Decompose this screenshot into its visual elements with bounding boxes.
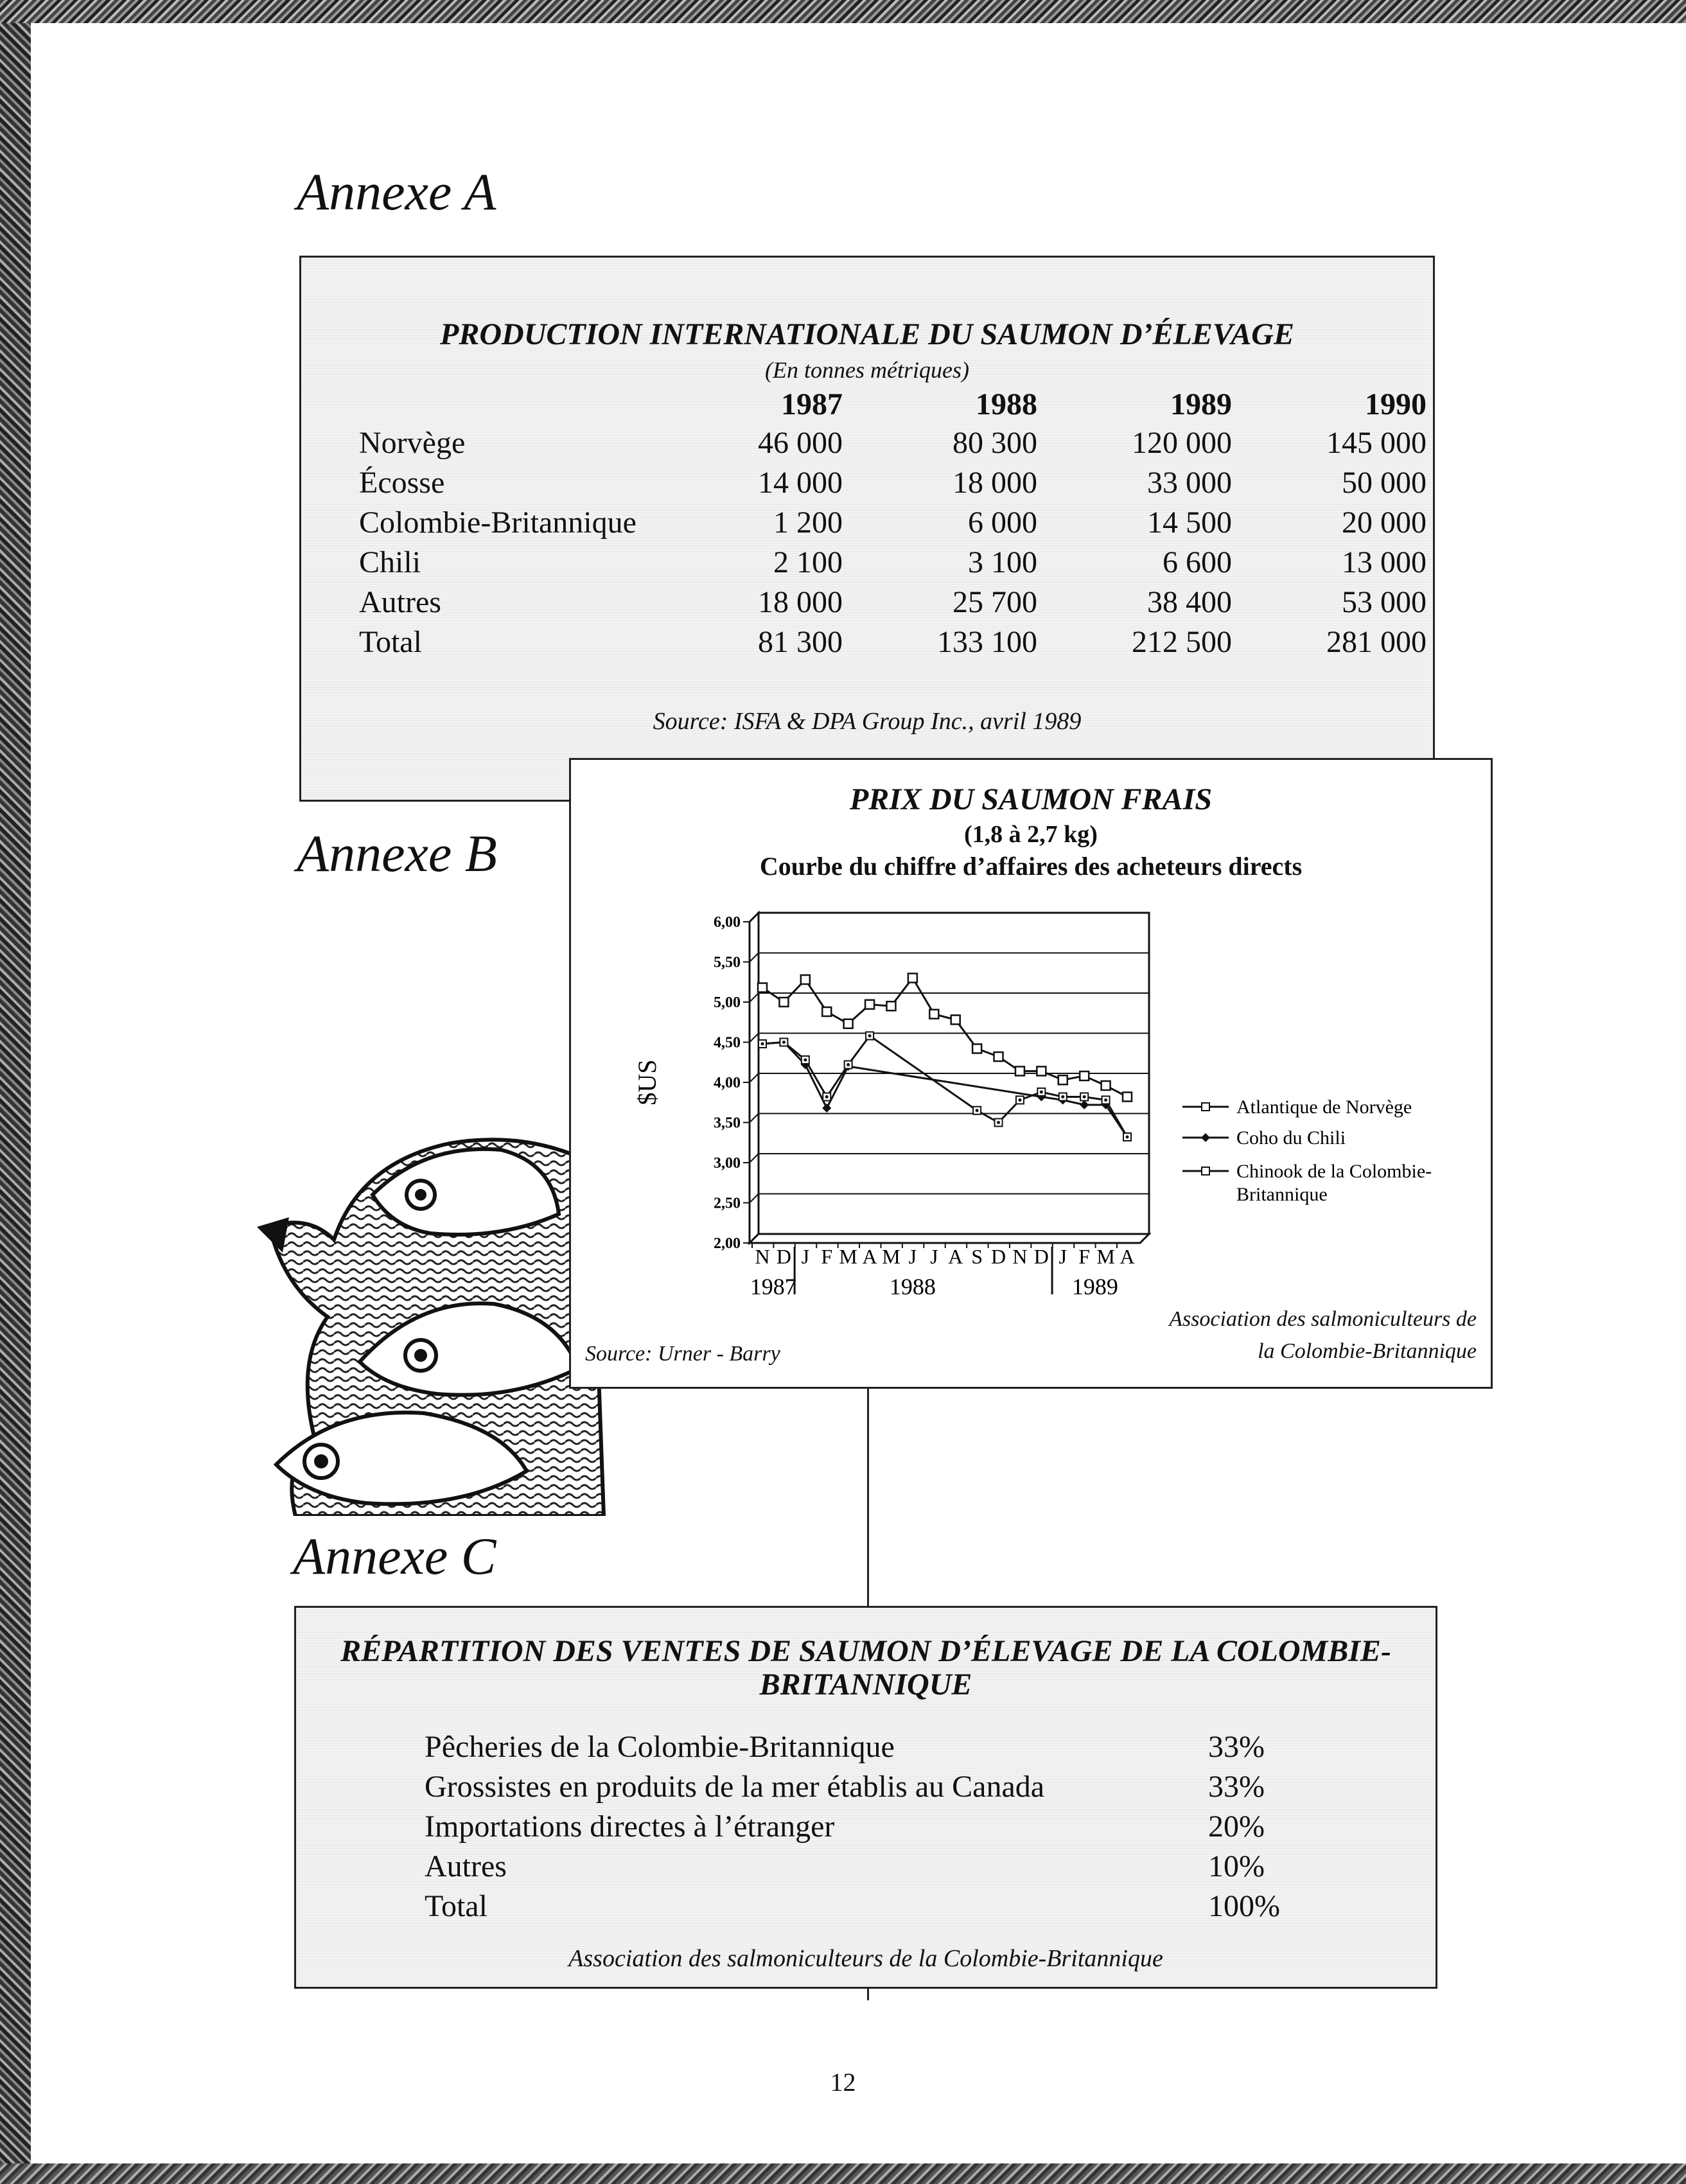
chart-association — [1169, 1303, 1477, 1368]
y-tick-label: 4,50 — [714, 1034, 741, 1052]
country-name: Écosse — [359, 466, 445, 500]
annex-c-source: Association des salmoniculteurs de la Colombie-Britannique — [568, 1945, 1163, 1972]
chart-floor — [750, 1234, 1149, 1243]
x-tick-label: A — [948, 1245, 963, 1268]
production-value: 80 300 — [953, 426, 1037, 460]
sales-label: Total — [425, 1889, 487, 1923]
legend-marker — [1202, 1167, 1209, 1175]
legend-label: Atlantique de Norvège — [1236, 1096, 1412, 1118]
x-tick-label: M — [839, 1245, 857, 1268]
sales-percent: 33% — [1208, 1770, 1265, 1804]
data-point-marker — [951, 1016, 960, 1025]
y-tick-label: 5,00 — [714, 994, 741, 1011]
data-point-marker — [1015, 1067, 1024, 1076]
data-point-marker — [779, 998, 788, 1007]
production-value: 212 500 — [1132, 625, 1232, 659]
table-row — [359, 583, 1427, 622]
data-point-marker-dot — [1018, 1098, 1021, 1102]
production-value: 18 000 — [758, 585, 843, 619]
scan-border-top — [0, 0, 1686, 23]
data-point-marker — [865, 1000, 874, 1009]
country-name: Autres — [359, 585, 441, 619]
x-tick-label: D — [1033, 1245, 1049, 1268]
chart-source: Source: Urner - Barry — [585, 1342, 780, 1366]
production-value: 13 000 — [1342, 545, 1427, 579]
data-point-marker-dot — [847, 1063, 850, 1066]
x-tick-label: N — [755, 1245, 770, 1268]
sales-percent: 100% — [1208, 1889, 1280, 1923]
y-tick-label: 2,50 — [714, 1195, 741, 1212]
sales-label: Pêcheries de la Colombie-Britannique — [425, 1730, 895, 1764]
sales-label: Grossistes en produits de la mer établis au Canada — [425, 1770, 1045, 1804]
data-point-marker-dot — [1126, 1136, 1129, 1139]
sales-label: Importations directes à l’étranger — [425, 1810, 835, 1844]
data-point-marker-dot — [803, 1059, 807, 1062]
x-tick-label: D — [990, 1245, 1006, 1268]
production-value: 25 700 — [953, 585, 1037, 619]
data-point-marker — [929, 1010, 938, 1019]
data-point-marker — [1123, 1093, 1132, 1102]
data-point-marker-dot — [1061, 1095, 1064, 1098]
legend-label-line: Britannique — [1236, 1184, 1328, 1205]
data-point-marker — [994, 1052, 1003, 1061]
annex-b-heading: Annexe B — [297, 824, 497, 883]
production-table-body — [359, 423, 1427, 662]
country-name: Colombie-Britannique — [359, 506, 637, 540]
data-point-marker-dot — [761, 1043, 764, 1046]
production-value: 50 000 — [1342, 466, 1427, 500]
data-point-marker-dot — [997, 1121, 1000, 1124]
annex-a-title: PRODUCTION INTERNATIONALE DU SAUMON D’ÉLEVAGE — [440, 317, 1294, 351]
production-value: 2 100 — [773, 545, 843, 579]
production-value: 20 000 — [1342, 506, 1427, 540]
production-table — [359, 385, 1427, 662]
y-tick-label: 3,50 — [714, 1114, 741, 1132]
data-point-marker — [758, 983, 767, 992]
data-point-marker — [972, 1044, 981, 1053]
sales-label: Autres — [425, 1849, 507, 1883]
table-row — [359, 463, 1427, 503]
data-point-marker — [1058, 1075, 1067, 1084]
production-value: 46 000 — [758, 426, 843, 460]
year-header: 1990 — [1365, 387, 1427, 421]
production-value: 6 600 — [1163, 545, 1232, 579]
x-tick-label: J — [930, 1245, 938, 1268]
data-point-marker-dot — [868, 1034, 872, 1037]
data-point-marker-dot — [1104, 1098, 1107, 1102]
data-point-marker — [886, 1001, 895, 1010]
annex-a-heading: Annexe A — [297, 163, 496, 221]
data-point-marker — [1080, 1071, 1089, 1080]
data-point-marker-dot — [782, 1041, 786, 1044]
annex-c-title — [296, 1635, 1436, 1702]
table-row — [359, 423, 1427, 463]
annex-a-subtitle: (En tonnes métriques) — [765, 357, 969, 383]
price-chart — [571, 760, 1491, 1387]
annex-c-box — [294, 1606, 1437, 1989]
country-name: Chili — [359, 545, 421, 579]
production-value: 145 000 — [1326, 426, 1427, 460]
y-tick-label: 4,00 — [714, 1075, 741, 1091]
country-name: Norvège — [359, 426, 466, 460]
year-label: 1987 — [750, 1274, 796, 1299]
data-point-marker — [1102, 1081, 1111, 1090]
table-header-row — [359, 385, 1427, 423]
scan-border-bottom — [0, 2163, 1686, 2184]
sales-percent: 20% — [1208, 1810, 1265, 1844]
annex-c-title-line1: RÉPARTITION DES VENTES DE SAUMON D’ÉLEVAGE DE LA COLOMBIE- — [340, 1634, 1391, 1668]
production-value: 1 200 — [773, 506, 843, 540]
data-point-marker-dot — [825, 1095, 829, 1098]
production-value: 281 000 — [1326, 625, 1427, 659]
legend-label-line: Chinook de la Colombie- — [1236, 1161, 1432, 1182]
year-label: 1988 — [889, 1274, 936, 1299]
x-tick-label: F — [821, 1245, 833, 1268]
chart-association-line1: Association des salmoniculteurs de — [1169, 1307, 1477, 1331]
y-axis-label: $US — [633, 1059, 662, 1105]
sales-percent: 10% — [1208, 1849, 1265, 1883]
data-point-marker — [801, 975, 810, 984]
annex-a-box — [299, 256, 1435, 802]
connector-line — [867, 1389, 869, 1606]
legend-label: Coho du Chili — [1236, 1127, 1346, 1149]
table-header-blank — [359, 385, 648, 423]
annex-c-heading: Annexe C — [293, 1527, 496, 1585]
data-point-marker — [1037, 1067, 1046, 1076]
country-name: Total — [359, 625, 422, 659]
scan-border-left — [0, 0, 31, 2184]
data-point-marker — [844, 1019, 853, 1028]
x-tick-label: A — [1120, 1245, 1135, 1268]
year-header: 1987 — [781, 387, 843, 421]
annex-b-chart-box — [569, 758, 1493, 1389]
production-value: 33 000 — [1147, 466, 1232, 500]
x-tick-label: F — [1078, 1245, 1091, 1268]
x-tick-label: J — [1058, 1245, 1067, 1268]
y-tick-label: 2,00 — [714, 1235, 741, 1252]
production-value: 18 000 — [953, 466, 1037, 500]
production-value: 81 300 — [758, 625, 843, 659]
table-row — [359, 503, 1427, 543]
x-tick-label: M — [1096, 1245, 1115, 1268]
year-label: 1989 — [1071, 1274, 1118, 1299]
sales-percent: 33% — [1208, 1730, 1265, 1764]
y-tick-label: 5,50 — [714, 954, 741, 971]
year-header: 1989 — [1170, 387, 1232, 421]
chart-association-line2: la Colombie-Britannique — [1258, 1339, 1477, 1363]
year-header: 1988 — [976, 387, 1037, 421]
production-value: 38 400 — [1147, 585, 1232, 619]
data-point-marker — [822, 1007, 831, 1016]
annex-c-title-line2: BRITANNIQUE — [759, 1668, 972, 1702]
production-value: 6 000 — [968, 506, 1037, 540]
x-tick-label: D — [776, 1245, 791, 1268]
production-value: 53 000 — [1342, 585, 1427, 619]
annex-a-source: Source: ISFA & DPA Group Inc., avril 1989 — [653, 708, 1082, 735]
data-point-marker-dot — [976, 1109, 979, 1112]
legend-marker — [1202, 1103, 1209, 1111]
x-tick-label: J — [801, 1245, 810, 1268]
production-value: 120 000 — [1132, 426, 1232, 460]
x-tick-label: M — [882, 1245, 900, 1268]
y-tick-label: 6,00 — [714, 914, 741, 931]
legend-label — [1236, 1161, 1432, 1205]
y-tick-label: 3,00 — [714, 1155, 741, 1172]
x-tick-label: J — [908, 1245, 917, 1268]
data-point-marker-dot — [1040, 1091, 1043, 1094]
page-number: 12 — [830, 2068, 856, 2097]
production-value: 3 100 — [968, 545, 1037, 579]
data-point-marker — [908, 974, 917, 983]
production-value: 14 500 — [1147, 506, 1232, 540]
chart-subtitle-description: Courbe du chiffre d’affaires des acheteurs directs — [759, 852, 1303, 881]
x-tick-label: A — [862, 1245, 877, 1268]
table-row — [359, 543, 1427, 583]
x-tick-label: N — [1012, 1245, 1028, 1268]
production-value: 133 100 — [937, 625, 1037, 659]
production-value: 14 000 — [758, 466, 843, 500]
x-tick-label: S — [971, 1245, 983, 1268]
chart-title: PRIX DU SAUMON FRAIS — [849, 782, 1213, 816]
data-point-marker-dot — [1083, 1095, 1086, 1098]
legend-marker — [1201, 1133, 1210, 1142]
chart-subtitle-weight: (1,8 à 2,7 kg) — [964, 821, 1098, 848]
table-row — [359, 622, 1427, 662]
